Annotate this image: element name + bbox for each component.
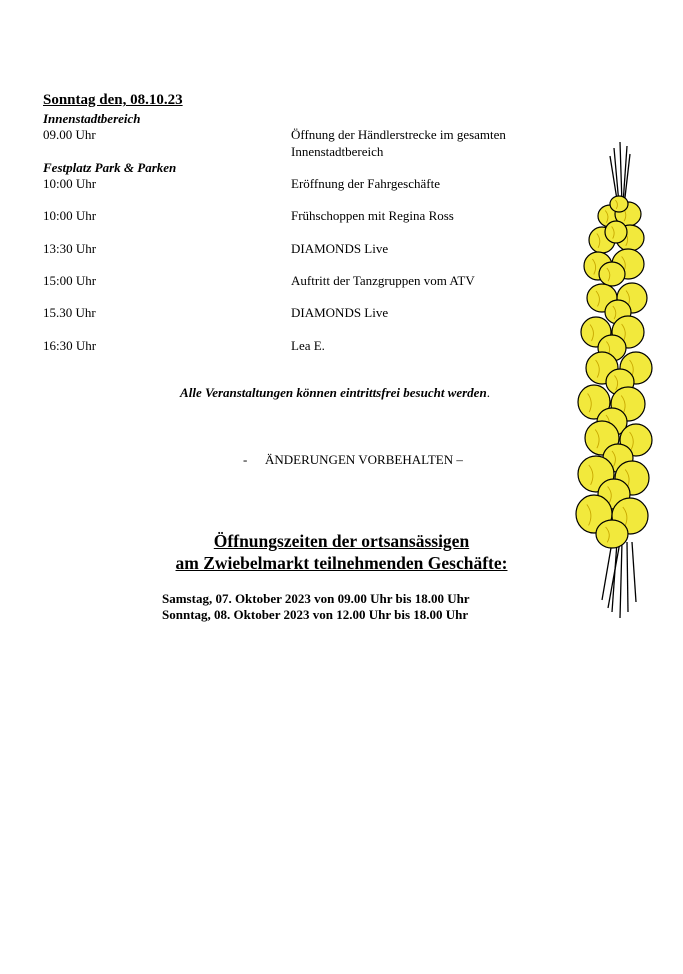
schedule-time: 15.30 Uhr xyxy=(43,305,96,320)
shops-title-line: am Zwiebelmarkt teilnehmenden Geschäfte: xyxy=(175,553,508,573)
schedule-event-line: Öffnung der Händlerstrecke im gesamten xyxy=(291,127,506,142)
onion xyxy=(599,262,625,286)
section-heading-festplatz: Festplatz Park & Parken xyxy=(43,160,177,175)
schedule-event: Auftritt der Tanzgruppen vom ATV xyxy=(291,273,475,288)
section-heading-innenstadt: Innenstadtbereich xyxy=(43,111,141,126)
schedule-event: DIAMONDS Live xyxy=(291,241,389,256)
onion-braid-icon xyxy=(576,142,652,618)
reservation-text: ÄNDERUNGEN VORBEHALTEN – xyxy=(265,452,463,467)
free-entry-note xyxy=(0,385,670,401)
onion-root xyxy=(632,542,636,602)
schedule-event: DIAMONDS Live xyxy=(291,305,389,320)
schedule-time: 13:30 Uhr xyxy=(43,241,97,256)
schedule-event: Eröffnung der Fahrgeschäfte xyxy=(291,176,440,191)
schedule-time: 16:30 Uhr xyxy=(43,338,97,353)
onion-root xyxy=(620,542,622,618)
free-entry-note-text: Alle Veranstaltungen können eintrittsfrei besucht werden xyxy=(180,385,487,400)
schedule-event-line: Innenstadtbereich xyxy=(291,144,384,159)
free-entry-note-period: . xyxy=(486,385,490,400)
onion-stem xyxy=(620,142,622,204)
onion xyxy=(605,221,627,243)
schedule-time: 15:00 Uhr xyxy=(43,273,97,288)
reservation-notice xyxy=(243,452,463,468)
shop-hours-line: Sonntag, 08. Oktober 2023 von 12.00 Uhr bis 18.00 Uhr xyxy=(162,607,469,622)
day-heading: Sonntag den, 08.10.23 xyxy=(43,92,183,108)
onion-braid-illustration xyxy=(572,142,668,618)
schedule-time: 09.00 Uhr xyxy=(43,127,96,142)
onion xyxy=(596,520,628,548)
shops-title-line: Öffnungszeiten der ortsansässigen xyxy=(213,531,470,551)
schedule-event xyxy=(291,126,506,160)
shop-hours-line: Samstag, 07. Oktober 2023 von 09.00 Uhr bis 18.00 Uhr xyxy=(162,591,470,606)
reservation-dash: - xyxy=(243,452,248,467)
schedule-event: Lea E. xyxy=(291,338,325,353)
onion-root xyxy=(627,542,628,612)
onion xyxy=(610,196,628,212)
schedule-time: 10:00 Uhr xyxy=(43,208,97,223)
onion-root xyxy=(612,542,617,612)
schedule-time: 10:00 Uhr xyxy=(43,176,97,191)
schedule-event: Frühschoppen mit Regina Ross xyxy=(291,208,454,223)
